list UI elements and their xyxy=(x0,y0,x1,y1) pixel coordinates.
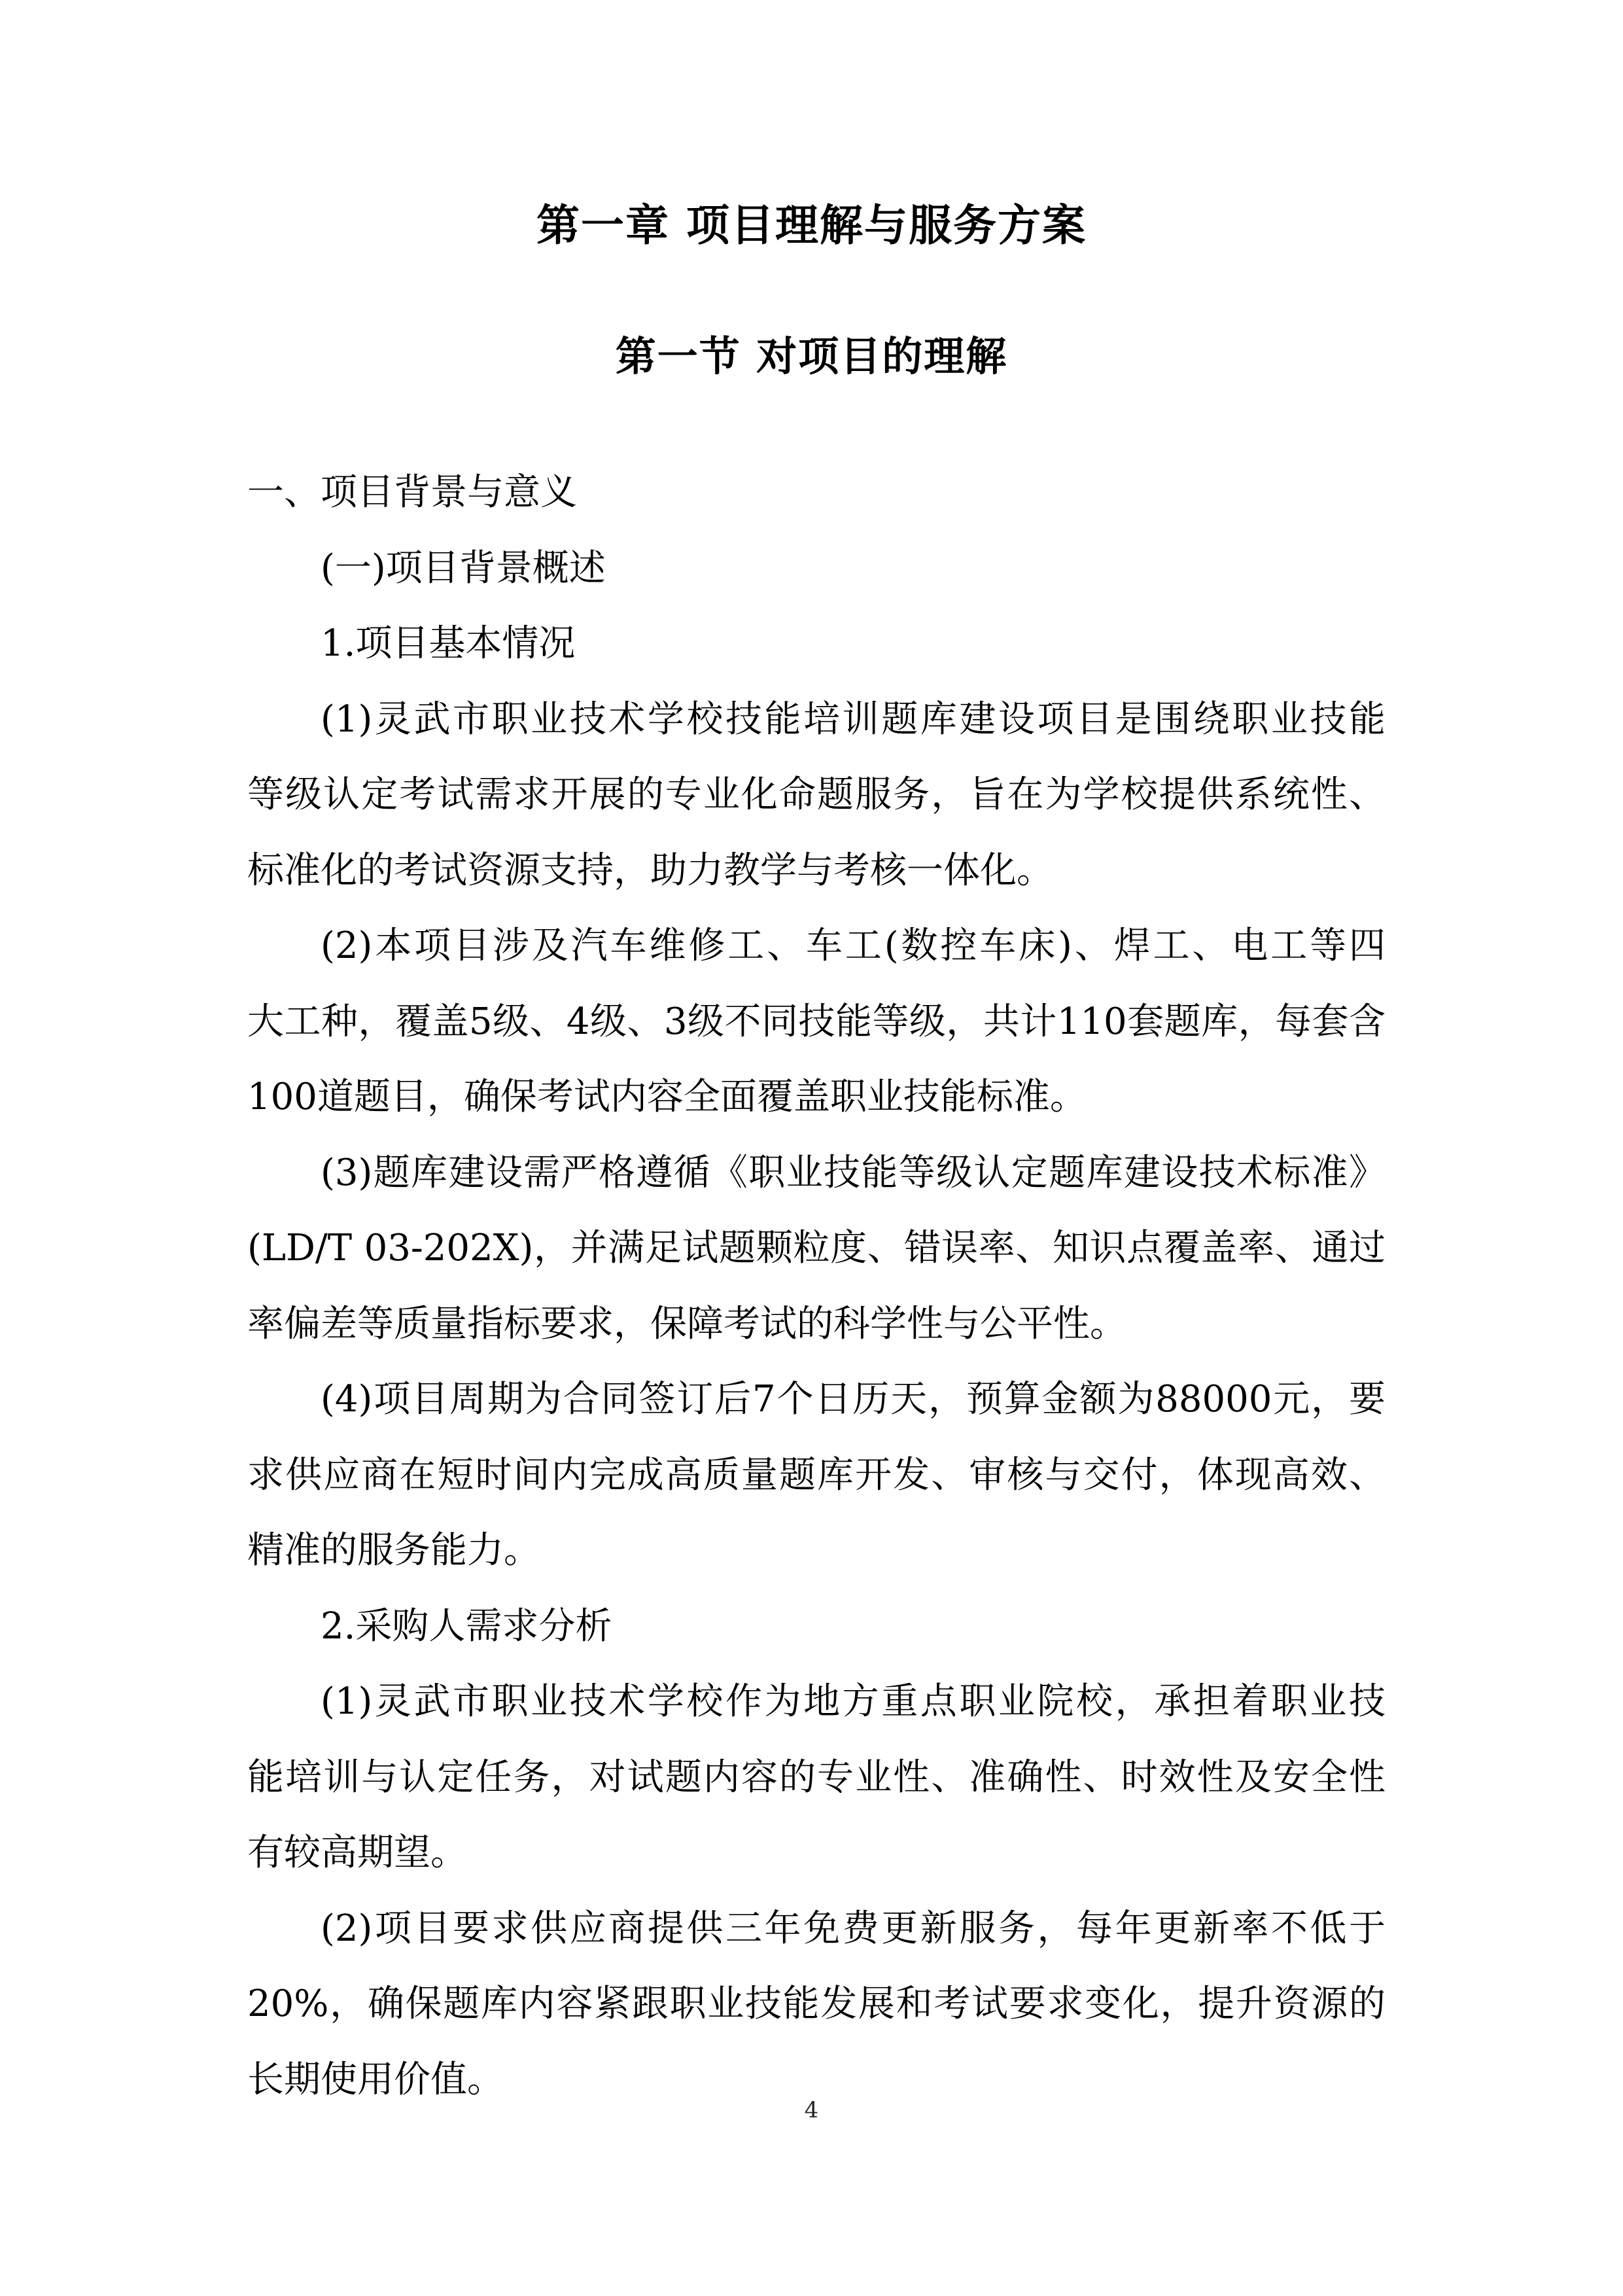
paragraph-line: 标准化的考试资源支持，助力教学与考核一体化。 xyxy=(247,849,1053,892)
paragraph-line: (3)题库建设需严格遵循《职业技能等级认定题库建设技术标准》 xyxy=(321,1151,1386,1194)
paragraph-line: (2)本项目涉及汽车维修工、车工(数控车床)、焊工、电工等四 xyxy=(321,925,1386,967)
document-body xyxy=(247,455,1386,2117)
heading-level-3: 2.采购人需求分析 xyxy=(321,1604,612,1648)
paragraph-line: 有较高期望。 xyxy=(247,1831,467,1874)
paragraph-line: (2)项目要求供应商提供三年免费更新服务，每年更新率不低于 xyxy=(321,1907,1386,1950)
heading-level-3: 1.项目基本情况 xyxy=(321,622,576,665)
paragraph-line: 精准的服务能力。 xyxy=(247,1529,540,1572)
paragraph-line: 大工种，覆盖5级、4级、3级不同技能等级，共计110套题库，每套含 xyxy=(247,1000,1386,1043)
paragraph-line: 率偏差等质量指标要求，保障考试的科学性与公平性。 xyxy=(247,1302,1126,1345)
chapter-title: 第一章 项目理解与服务方案 xyxy=(536,200,1087,251)
paragraph-line: (1)灵武市职业技术学校技能培训题库建设项目是围绕职业技能 xyxy=(321,698,1386,741)
paragraph-line: (LD/T 03-202X)，并满足试题颗粒度、错误率、知识点覆盖率、通过 xyxy=(247,1227,1386,1269)
paragraph-line: 长期使用价值。 xyxy=(247,2058,504,2101)
paragraph-line: (4)项目周期为合同签订后7个日历天，预算金额为88000元，要 xyxy=(321,1378,1386,1421)
paragraph-line: 求供应商在短时间内完成高质量题库开发、审核与交付，体现高效、 xyxy=(247,1453,1386,1496)
page-number: 4 xyxy=(804,2097,819,2123)
section-title: 第一节 对项目的理解 xyxy=(615,332,1008,380)
paragraph-line: 20%，确保题库内容紧跟职业技能发展和考试要求变化，提升资源的 xyxy=(247,1983,1386,2025)
heading-level-1: 一、项目背景与意义 xyxy=(247,471,577,514)
paragraph-line: (1)灵武市职业技术学校作为地方重点职业院校，承担着职业技 xyxy=(321,1680,1386,1723)
paragraph-line: 等级认定考试需求开展的专业化命题服务，旨在为学校提供系统性、 xyxy=(247,773,1386,816)
heading-level-2: (一)项目背景概述 xyxy=(321,546,606,590)
paragraph-line: 能培训与认定任务，对试题内容的专业性、准确性、时效性及安全性 xyxy=(247,1756,1386,1799)
paragraph-line: 100道题目，确保考试内容全面覆盖职业技能标准。 xyxy=(247,1076,1087,1118)
